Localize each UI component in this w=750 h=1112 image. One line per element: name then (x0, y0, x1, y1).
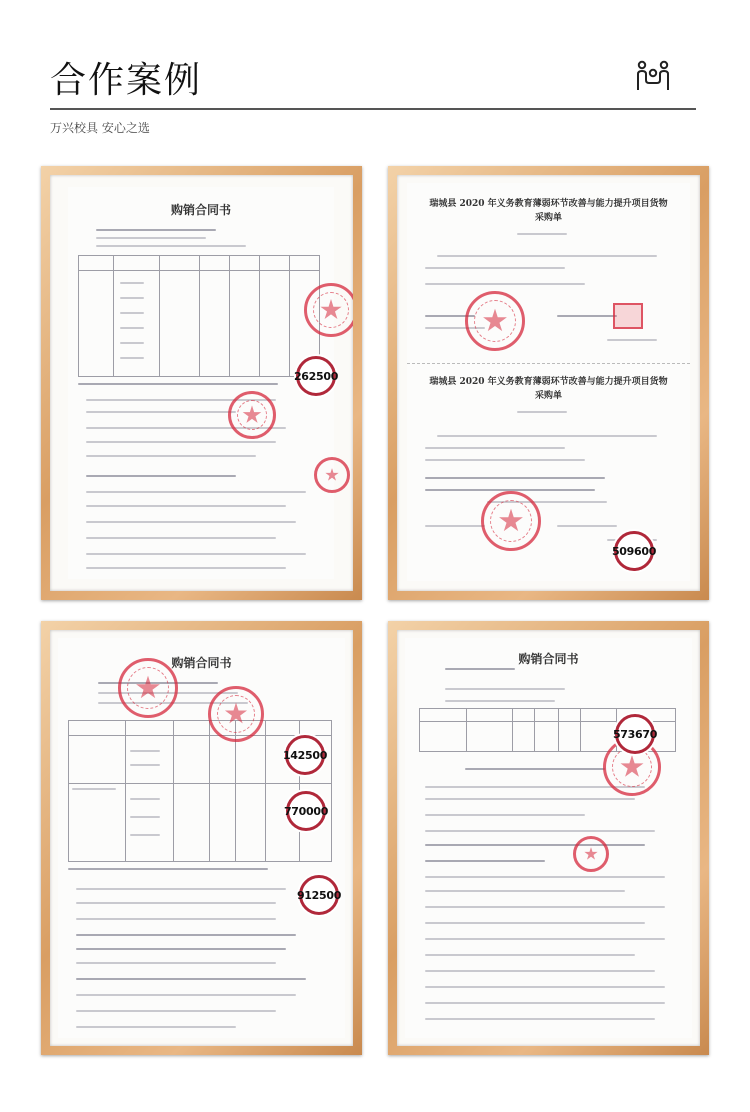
page-subtitle: 万兴校具 安心之选 (50, 121, 150, 135)
case-frame-3[interactable] (41, 621, 362, 1055)
contract-document-1 (50, 175, 353, 591)
official-seal (481, 491, 541, 551)
company-seal (228, 391, 276, 439)
purchase-list-document (397, 175, 700, 591)
signature-stamp (613, 303, 643, 329)
contract-document-3 (50, 630, 353, 1046)
case-frame-1[interactable] (41, 166, 362, 600)
contract-document-4 (397, 630, 700, 1046)
contract-amount-badge: 573670 (615, 714, 655, 754)
company-seal (304, 283, 353, 337)
document-title-bottom: 瑞城县 2020 年义务教育薄弱环节改善与能力提升项目货物采购单 (429, 377, 668, 401)
users-logo-icon (636, 60, 670, 92)
header-divider (50, 108, 696, 110)
contract-amount-badge: 770000 (286, 791, 326, 831)
official-seal (465, 291, 525, 351)
case-frame-4[interactable] (388, 621, 709, 1055)
company-seal (208, 686, 264, 742)
contract-amount-badge: 262500 (296, 356, 336, 396)
contract-amount-badge: 509600 (614, 531, 654, 571)
contract-amount-badge: 142500 (285, 735, 325, 775)
page-title: 合作案例 (50, 60, 203, 101)
company-seal (573, 836, 609, 872)
contract-amount-badge: 912500 (299, 875, 339, 915)
case-frame-2[interactable] (388, 166, 709, 600)
document-title: 购销合同书 (518, 652, 579, 666)
document-title: 购销合同书 (170, 203, 231, 217)
tear-line (407, 363, 690, 365)
document-title: 购销合同书 (171, 656, 232, 670)
company-seal (314, 457, 350, 493)
document-title-top: 瑞城县 2020 年义务教育薄弱环节改善与能力提升项目货物采购单 (429, 199, 668, 223)
company-seal (118, 658, 178, 718)
